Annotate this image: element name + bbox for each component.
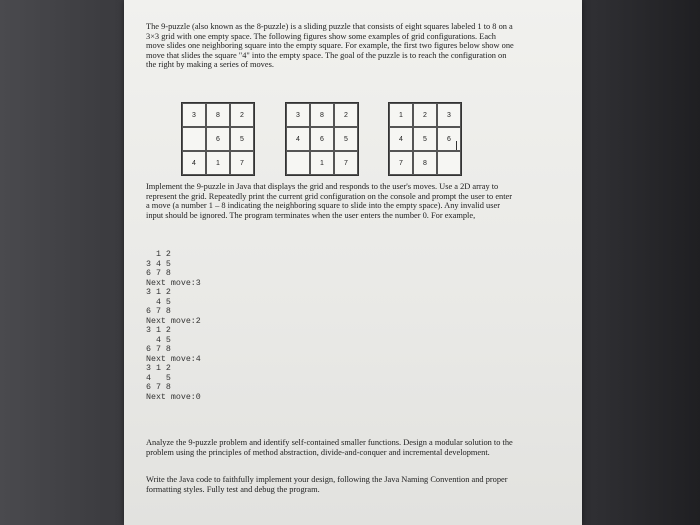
puzzle-cell: 1	[310, 151, 334, 175]
puzzle-grid-goal	[388, 102, 462, 176]
puzzle-cell: 5	[334, 127, 358, 151]
puzzle-cell: 7	[389, 151, 413, 175]
console-line: 3 1 2	[146, 288, 171, 297]
puzzle-empty-cell	[437, 151, 461, 175]
console-example	[146, 250, 201, 402]
puzzle-cell: 7	[334, 151, 358, 175]
console-line: 6 7 8	[146, 383, 171, 392]
puzzle-cell: 3	[286, 103, 310, 127]
console-line: 1 2	[146, 250, 171, 259]
puzzle-cell: 4	[389, 127, 413, 151]
console-line: 3 1 2	[146, 326, 171, 335]
puzzle-cell: 2	[413, 103, 437, 127]
console-line: 6 7 8	[146, 345, 171, 354]
puzzle-empty-cell	[182, 127, 206, 151]
console-line: 4 5	[146, 373, 171, 383]
write-paragraph: Write the Java code to faithfully implement your design, following the Java Naming Convention and proper formatting styles. Fully test and debug the program.	[146, 475, 508, 494]
analyze-paragraph: Analyze the 9-puzzle problem and identify self-contained smaller functions. Design a modular solution to the problem using the principles of method abstraction, divide-and-conquer and incremental development.	[146, 438, 513, 457]
puzzle-cell: 4	[182, 151, 206, 175]
console-line: 6 7 8	[146, 269, 171, 278]
puzzle-cell: 5	[413, 127, 437, 151]
puzzle-cell: 7	[230, 151, 254, 175]
puzzle-cell: 2	[230, 103, 254, 127]
console-line: Next move:3	[146, 278, 201, 288]
puzzle-cell: 1	[206, 151, 230, 175]
puzzle-cell: 5	[230, 127, 254, 151]
console-line: 3 1 2	[146, 364, 171, 373]
console-line: Next move:2	[146, 316, 201, 326]
console-line: 3 4 5	[146, 259, 171, 269]
puzzle-cell: 8	[206, 103, 230, 127]
puzzle-cell: 6	[437, 127, 461, 151]
puzzle-cell: 8	[310, 103, 334, 127]
console-line: Next move:4	[146, 354, 201, 364]
text-cursor	[456, 141, 457, 150]
console-line: 4 5	[146, 335, 171, 345]
puzzle-empty-cell	[286, 151, 310, 175]
implement-paragraph: Implement the 9-puzzle in Java that displays the grid and responds to the user's moves. Use a 2D array to represent the grid. Repeatedly print the current grid configuration on the console and prompt the user to enter a move (a number 1 – 8 indicating the neighboring square to slide into the empty space). Any invalid user input should be ignored. The program terminates when the user enters the number 0. For example,	[146, 182, 513, 220]
console-line: 4 5	[146, 297, 171, 307]
puzzle-cell: 1	[389, 103, 413, 127]
puzzle-cell: 3	[182, 103, 206, 127]
puzzle-cell: 6	[310, 127, 334, 151]
puzzle-grid-start	[181, 102, 255, 176]
puzzle-cell: 4	[286, 127, 310, 151]
puzzle-cell: 2	[334, 103, 358, 127]
puzzle-cell: 8	[413, 151, 437, 175]
puzzle-cell: 3	[437, 103, 461, 127]
puzzle-grid-after-move	[285, 102, 359, 176]
intro-paragraph: The 9-puzzle (also known as the 8-puzzle) is a sliding puzzle that consists of eight squares labeled 1 to 8 on a 3×3 grid with one empty space. The following figures show some examples of grid configurations. Each move slides one neighboring square into the empty square. For example, the first two figures below show one move that slides the square "4" into the empty space. The goal of the puzzle is to reach the configuration on the right by making a series of moves.	[146, 22, 514, 70]
console-line: Next move:0	[146, 392, 201, 402]
puzzle-cell: 6	[206, 127, 230, 151]
console-line: 6 7 8	[146, 307, 171, 316]
